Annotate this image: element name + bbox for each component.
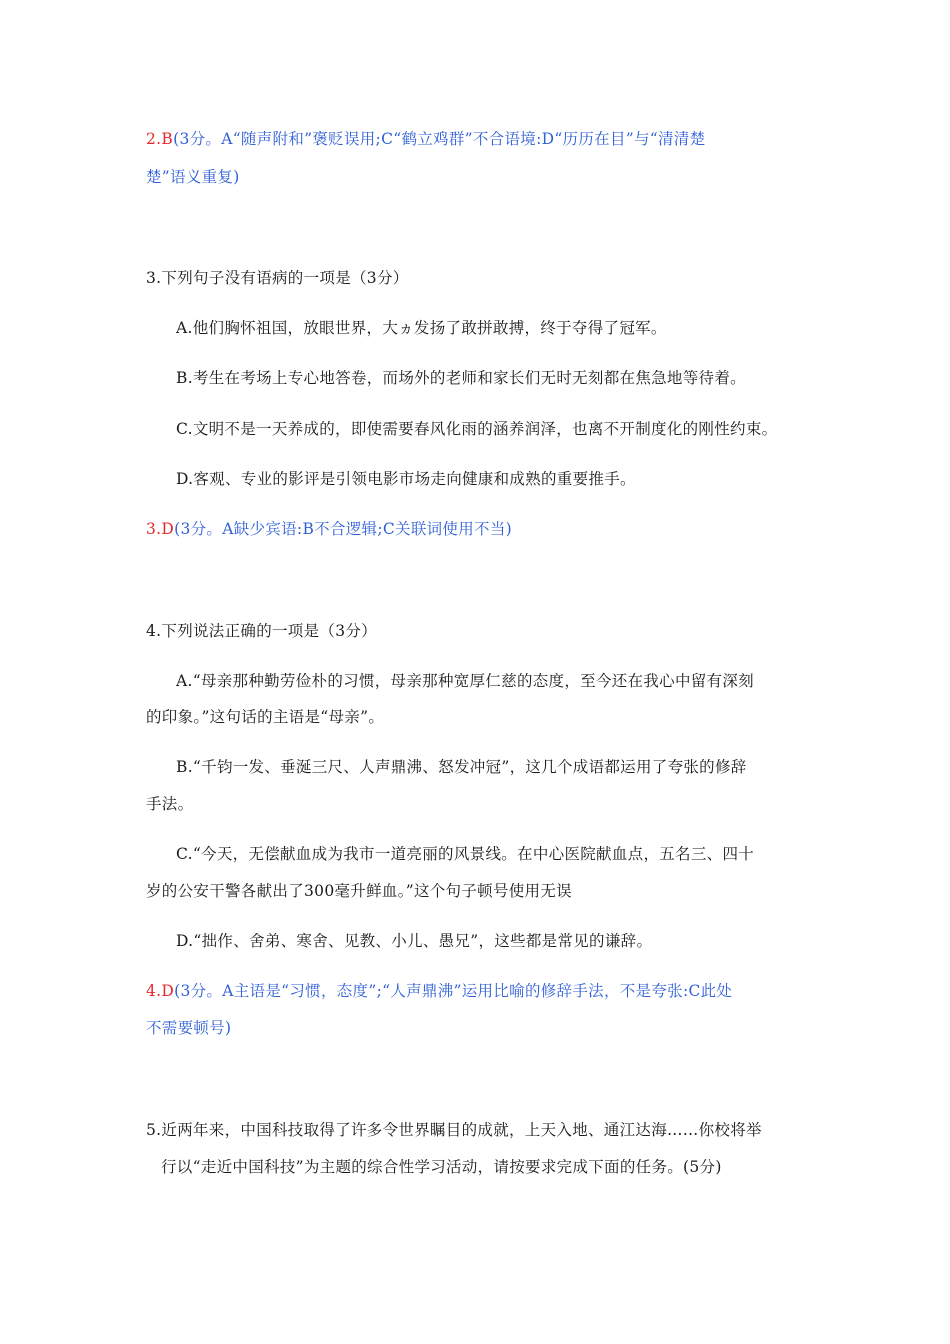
q3-answer-key: 3.D (146, 520, 175, 538)
q3-stem: 3.下列句子没有语病的一项是（3分） (146, 269, 409, 287)
q3-explanation: (3分。A缺少宾语:B不合逻辑;C关联词使用不当) (174, 520, 512, 538)
q4-stem: 4.下列说法正确的一项是（3分） (146, 622, 377, 640)
q4-explanation-line2: 不需要顿号) (146, 1019, 232, 1037)
q5-stem-line2: 行以“走近中国科技”为主题的综合性学习活动，请按要求完成下面的任务。(5分) (161, 1158, 722, 1176)
q3-answer-line (146, 518, 512, 540)
q2-answer-line1 (146, 128, 705, 150)
q3-option-b: B.考生在考场上专心地答卷，而场外的老师和家长们无时无刻都在焦急地等待着。 (176, 369, 746, 387)
q4-option-b-line1: B.“千钧一发、垂涎三尺、人声鼎沸、怒发冲冠”，这几个成语都运用了夸张的修辞 (176, 758, 747, 776)
q3-option-d: D.客观、专业的影评是引领电影市场走向健康和成熟的重要推手。 (176, 470, 636, 488)
q3-option-c: C.文明不是一天养成的，即使需要春风化雨的涵养润泽，也离不开制度化的刚性约束。 (176, 420, 778, 438)
q4-option-c-line2: 岁的公安干警各献出了300毫升鲜血。”这个句子顿号使用无误 (146, 882, 572, 900)
q4-answer-key: 4.D (146, 982, 175, 1000)
q2-explanation-line2: 楚”语义重复) (146, 168, 240, 186)
q4-option-a-line2: 的印象。”这句话的主语是“母亲”。 (146, 708, 385, 726)
q4-option-d: D.“拙作、舍弟、寒舍、见教、小儿、愚兄”，这些都是常见的谦辞。 (176, 932, 653, 950)
q4-explanation-line1: (3分。A主语是“习惯，态度”;“人声鼎沸”运用比喻的修辞手法，不是夸张:C此处 (174, 982, 733, 1000)
q4-answer-line1 (146, 980, 732, 1002)
q4-option-b-line2: 手法。 (146, 795, 194, 813)
q3-option-a: A.他们胸怀祖国，放眼世界，大ヵ发扬了敢拼敢搏，终于夺得了冠军。 (176, 319, 667, 337)
q2-answer-key: 2.B (146, 130, 174, 148)
q4-option-c-line1: C.“今天，无偿献血成为我市一道亮丽的风景线。在中心医院献血点，五名三、四十 (176, 845, 755, 863)
q2-explanation-line1: (3分。A“随声附和”褒贬误用;C“鹤立鸡群”不合语境:D“历历在目”与“清清楚 (173, 130, 706, 148)
q5-stem-line1: 5.近两年来，中国科技取得了许多令世界瞩目的成就，上天入地、通江达海……你校将举 (146, 1121, 762, 1139)
q4-option-a-line1: A.“母亲那种勤劳俭朴的习惯，母亲那种宽厚仁慈的态度，至今还在我心中留有深刻 (176, 672, 754, 690)
